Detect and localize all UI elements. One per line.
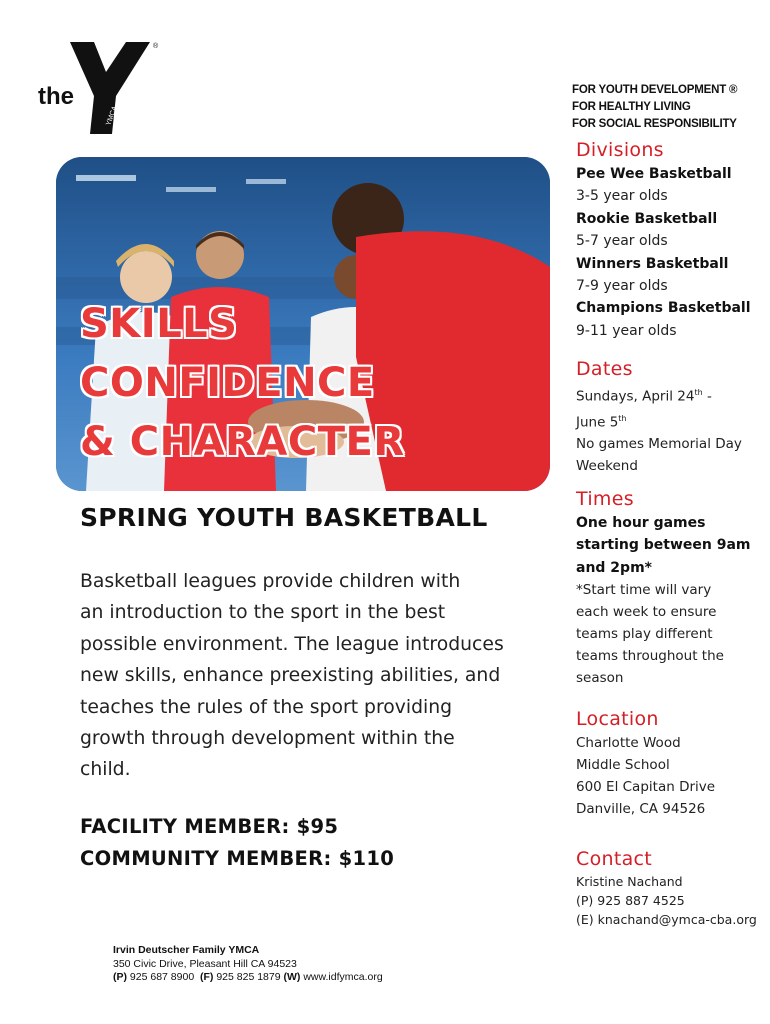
dates-section [576, 358, 766, 477]
divisions-heading: Divisions [576, 139, 664, 161]
divisions-section [576, 139, 766, 342]
tagline-line: FOR HEALTHY LIVING [572, 101, 691, 113]
location-section [576, 708, 766, 820]
division-name: Rookie Basketball [576, 210, 718, 227]
division-name: Winners Basketball [576, 255, 729, 272]
division-name: Pee Wee Basketball [576, 166, 732, 182]
footer-org: Irvin Deutscher Family YMCA [113, 944, 260, 956]
division-name: Champions Basketball [576, 300, 751, 317]
description-line: teaches the rules of the sport providing [80, 696, 453, 718]
contact-name: Kristine Nachand [576, 874, 683, 889]
footer-web-link[interactable]: www.idfymca.org [303, 971, 383, 983]
contact-section [576, 848, 766, 929]
hero-line-confidence: CONFIDENCE [80, 360, 375, 406]
location-line: 600 El Capitan Drive [576, 779, 716, 795]
page-title: SPRING YOUTH BASKETBALL [80, 503, 488, 532]
dates-dash: - [702, 388, 712, 405]
times-note-line: each week to ensure [576, 604, 717, 621]
times-note-line: teams throughout the [576, 648, 724, 665]
footer-fax: 925 825 1879 [216, 971, 281, 983]
location-heading: Location [576, 708, 659, 730]
dates-end-suffix: th [618, 413, 627, 423]
ymca-logo [36, 38, 166, 138]
hero-photo [56, 157, 550, 491]
tagline [572, 82, 737, 133]
description-line: an introduction to the sport in the best [80, 602, 446, 624]
times-bold-line: and 2pm* [576, 559, 652, 576]
description-line: new skills, enhance preexisting abilities, and [80, 665, 501, 687]
times-heading: Times [576, 488, 634, 510]
footer-phone-label: (P) [113, 971, 127, 983]
location-line: Middle School [576, 757, 670, 773]
contact-heading: Contact [576, 848, 653, 870]
fees [80, 811, 394, 875]
division-ages: 5-7 year olds [576, 233, 668, 250]
logo-registered: ® [153, 43, 159, 50]
description [80, 566, 560, 786]
logo-ymca-text: YMCA [105, 105, 119, 127]
contact-phone[interactable]: (P) 925 887 4525 [576, 893, 685, 908]
community-member-fee: COMMUNITY MEMBER: $110 [80, 847, 395, 870]
times-note-line: season [576, 670, 624, 687]
dates-heading: Dates [576, 358, 633, 380]
footer-fax-label: (F) [200, 971, 214, 983]
dates-line: Weekend [576, 458, 638, 474]
hero-text [80, 295, 405, 472]
division-ages: 7-9 year olds [576, 278, 668, 295]
times-section [576, 488, 766, 689]
location-line: Danville, CA 94526 [576, 801, 706, 817]
footer-web-label: (W) [283, 971, 301, 983]
division-ages: 9-11 year olds [576, 322, 677, 339]
times-note-line: teams play different [576, 626, 713, 643]
logo-the-text: the [38, 83, 74, 110]
footer-address: 350 Civic Drive, Pleasant Hill CA 94523 [113, 957, 297, 970]
dates-start-suffix: th [694, 388, 703, 397]
description-line: child. [80, 759, 131, 781]
dates-line [576, 382, 766, 408]
hero-line-character: & CHARACTER [80, 419, 405, 465]
dates-line [576, 408, 766, 434]
facility-member-fee: FACILITY MEMBER: $95 [80, 815, 339, 838]
dates-end: June 5 [576, 414, 619, 430]
hero-line-skills: SKILLS [80, 301, 238, 347]
footer-phone: 925 687 8900 [129, 971, 195, 983]
description-line: Basketball leagues provide children with [80, 571, 461, 592]
description-line: possible environment. The league introduces [80, 633, 504, 655]
description-line: growth through development within the [80, 728, 455, 750]
times-bold-line: starting between 9am [576, 537, 751, 554]
dates-start: Sundays, April 24 [576, 388, 695, 405]
division-ages: 3-5 year olds [576, 188, 668, 205]
tagline-line: FOR SOCIAL RESPONSIBILITY [572, 118, 737, 130]
contact-email[interactable]: (E) knachand@ymca-cba.org [576, 912, 757, 927]
times-bold-line: One hour games [576, 515, 706, 531]
times-note-line: *Start time will vary [576, 582, 712, 599]
footer [113, 944, 383, 985]
tagline-line: FOR YOUTH DEVELOPMENT ® [572, 84, 738, 96]
dates-line: No games Memorial Day [576, 436, 742, 452]
footer-contacts [113, 971, 383, 985]
location-line: Charlotte Wood [576, 735, 681, 751]
